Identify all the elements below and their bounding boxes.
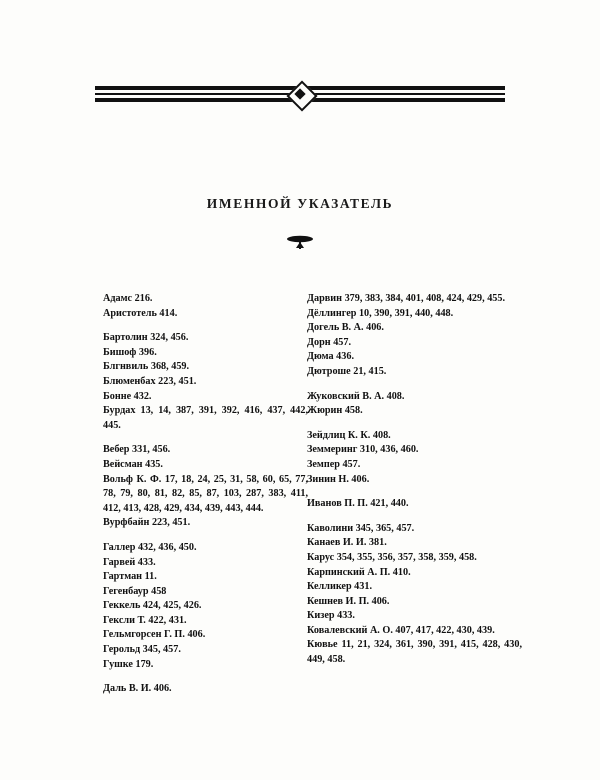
entry-name: Вебер (103, 444, 130, 456)
index-entry (307, 566, 522, 581)
entry-name: Келликер (307, 581, 352, 593)
entry-refs: 424, 425, 426. (142, 600, 202, 612)
index-entry (103, 375, 308, 390)
index-entry (103, 360, 308, 375)
entry-refs: 432, 436, 450. (137, 541, 197, 553)
index-entry (103, 346, 308, 361)
index-entry (307, 609, 522, 624)
index-entry (103, 585, 308, 600)
index-entry (307, 536, 522, 551)
index-entry (307, 404, 522, 419)
index-entry (307, 321, 522, 336)
entry-name: Иванов П. П. (307, 498, 368, 510)
entry-name: Канаев И. И. (307, 537, 367, 549)
entry-name: Дютроше (307, 365, 351, 377)
entry-name: Земпер (307, 458, 340, 470)
index-group (307, 497, 522, 512)
entry-name: Жюрин (307, 405, 343, 417)
index-entry (103, 458, 308, 473)
entry-name: Бартолин (103, 332, 148, 344)
entry-name: Гарвей (103, 556, 136, 568)
entry-refs: 422, 431. (148, 614, 187, 626)
entry-refs: 432. (133, 390, 152, 402)
index-entry (307, 307, 522, 322)
entry-refs: 458. (344, 405, 363, 417)
entry-name: Вурфбайн (103, 517, 150, 529)
entry-name: Дорн (307, 336, 331, 348)
index-column-left (103, 292, 308, 707)
entry-name: Ковалевский А. О. (307, 624, 393, 636)
index-entry (103, 516, 308, 531)
index-entry (103, 556, 308, 571)
entry-refs: 396. (138, 346, 157, 358)
entry-refs: 406. (187, 629, 206, 641)
index-entry (307, 336, 522, 351)
index-entry (103, 473, 308, 517)
entry-refs: 354, 355, 356, 357, 358, 359, 458. (336, 551, 477, 563)
entry-name: Дарвин (307, 293, 343, 304)
entry-name: Аристотель (103, 307, 157, 319)
entry-refs: 310, 436, 460. (359, 444, 419, 456)
entry-name: Бурдах (103, 405, 136, 417)
index-entry (307, 522, 522, 537)
entry-name: Зинин Н. (307, 473, 349, 485)
index-entry (103, 390, 308, 405)
entry-name: Вольф К. Ф. (103, 473, 162, 485)
entry-name: Зейдлиц К. К. (307, 429, 371, 441)
entry-refs: 457. (333, 336, 352, 348)
entry-refs: 406. (351, 473, 370, 485)
entry-name: Блюменбах (103, 375, 156, 387)
index-group (103, 541, 308, 672)
entry-name: Бонне (103, 390, 132, 402)
entry-name: Жуковский В. А. (307, 390, 385, 402)
entry-refs: 10, 390, 391, 440, 448. (358, 307, 454, 319)
entry-name: Галлер (103, 541, 136, 553)
index-entry (103, 443, 308, 458)
index-entry (307, 350, 522, 365)
index-entry (103, 682, 308, 697)
entry-name: Догель В. А. (307, 322, 364, 334)
index-entry (103, 307, 308, 322)
entry-refs: 179. (135, 658, 154, 670)
index-group (103, 292, 308, 321)
index-group (307, 390, 522, 419)
entry-refs: 435. (145, 458, 163, 470)
entry-refs: 410. (392, 566, 411, 578)
index-entry (307, 551, 522, 566)
entry-name: Гушке (103, 658, 133, 670)
entry-name: Даль В. И. (103, 683, 152, 695)
entry-name: Гегенбаур (103, 585, 149, 597)
index-entry (103, 599, 308, 614)
index-group (307, 292, 522, 380)
entry-refs: 223, 451. (151, 517, 191, 529)
index-entry (307, 580, 522, 595)
index-column-right (307, 292, 522, 678)
index-entry (103, 643, 308, 658)
entry-name: Карпинский А. П. (307, 566, 391, 578)
entry-name: Адамс (103, 293, 133, 304)
entry-name: Гартман (103, 571, 143, 583)
index-columns (0, 292, 600, 722)
entry-name: Бишоф (103, 346, 137, 358)
index-group (103, 682, 308, 697)
index-group (307, 522, 522, 668)
entry-refs: 345, 365, 457. (355, 522, 415, 534)
entry-name: Земмеринг (307, 444, 358, 456)
entry-name: Геккель (103, 600, 141, 612)
entry-name: Дюма (307, 351, 334, 363)
entry-name: Блгнвиль (103, 361, 149, 373)
index-entry (103, 614, 308, 629)
floral-ornament-icon (285, 233, 315, 251)
index-entry (103, 292, 308, 307)
entry-refs: 345, 457. (142, 644, 181, 656)
entry-refs: 406. (366, 322, 384, 334)
top-ornament (95, 78, 505, 108)
index-entry (307, 390, 522, 405)
entry-refs: 406. (153, 683, 172, 695)
index-entry (103, 628, 308, 643)
index-entry (307, 443, 522, 458)
entry-refs: 433. (137, 556, 156, 568)
entry-refs: 17, 18, 24, 25, 31, 58, 60, 65, 77, 78, 79, 80, 81, 82, 85, 87, 103, 287, 383, 411, 412, 413, 428, 429, 434, 439, 443, 444. (103, 473, 309, 514)
entry-refs: 431. (354, 581, 372, 593)
index-entry (307, 292, 522, 307)
entry-refs: 406. (371, 595, 390, 607)
index-entry (307, 365, 522, 380)
entry-refs: 216. (134, 293, 153, 304)
index-entry (307, 595, 522, 610)
entry-name: Вейсман (103, 458, 143, 470)
entry-refs: 458 (151, 585, 167, 597)
entry-refs: 368, 459. (150, 361, 190, 373)
entry-refs: 11. (144, 571, 157, 583)
entry-refs: 324, 456. (150, 332, 189, 344)
entry-name: Дёллингер (307, 307, 357, 319)
entry-name: Каволини (307, 522, 354, 534)
entry-refs: 414. (159, 307, 178, 319)
entry-refs: 381. (368, 537, 387, 549)
page-title: ИМЕННОЙ УКАЗАТЕЛЬ (206, 196, 394, 211)
index-entry (307, 624, 522, 639)
entry-refs: 408. (372, 429, 391, 441)
entry-name: Герольд (103, 644, 141, 656)
index-entry (307, 458, 522, 473)
entry-refs: 421, 440. (370, 498, 409, 510)
index-entry (307, 429, 522, 444)
index-entry (103, 331, 308, 346)
entry-name: Кешнев И. П. (307, 595, 370, 607)
entry-name: Гексли Т. (103, 614, 146, 626)
index-group (307, 429, 522, 487)
index-entry (103, 404, 308, 433)
entry-refs: 21, 415. (353, 365, 387, 377)
entry-refs: 436. (336, 351, 354, 363)
entry-name: Кизер (307, 610, 335, 622)
entry-name: Карус (307, 551, 335, 563)
entry-name: Гельмгорсен Г. П. (103, 629, 185, 641)
index-entry (307, 638, 522, 667)
sub-ornament (0, 233, 600, 256)
entry-refs: 433. (337, 610, 355, 622)
entry-refs: 457. (342, 458, 361, 470)
index-group (103, 443, 308, 531)
index-entry (103, 541, 308, 556)
index-group (103, 331, 308, 433)
entry-refs: 408. (386, 390, 405, 402)
entry-refs: 379, 383, 384, 401, 408, 424, 429, 455. (344, 293, 506, 304)
entry-refs: 13, 14, 387, 391, 392, 416, 437, 442, 445. (103, 405, 309, 431)
index-entry (307, 473, 522, 488)
index-entry (307, 497, 522, 512)
entry-refs: 407, 417, 422, 430, 439. (395, 624, 495, 636)
entry-refs: 223, 451. (158, 375, 197, 387)
index-entry (103, 658, 308, 673)
index-entry (103, 570, 308, 585)
entry-name: Кювье (307, 639, 338, 651)
entry-refs: 331, 456. (132, 444, 171, 456)
entry-refs: 11, 21, 324, 361, 390, 391, 415, 428, 430, 449, 458. (307, 639, 523, 666)
